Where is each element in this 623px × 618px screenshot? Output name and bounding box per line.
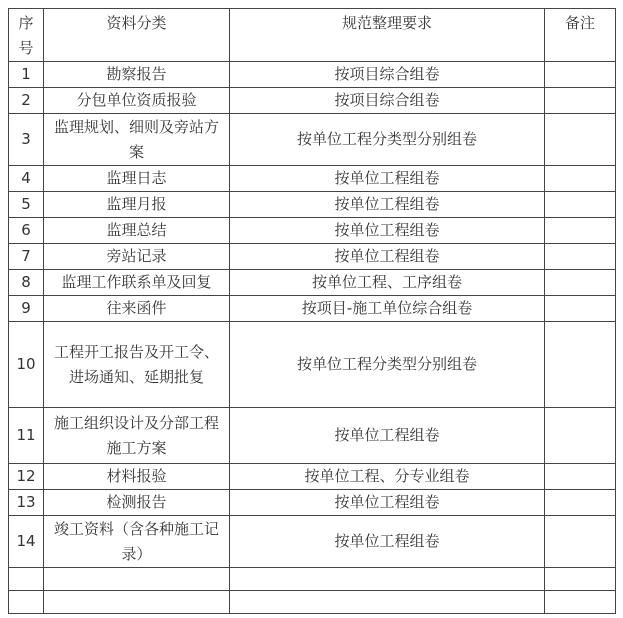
row-no: 9 <box>9 296 44 322</box>
row-remark <box>545 591 616 614</box>
row-remark <box>545 244 616 270</box>
row-no: 7 <box>9 244 44 270</box>
table-row <box>9 464 616 490</box>
row-remark <box>545 464 616 490</box>
row-no <box>9 591 44 614</box>
row-no: 8 <box>9 270 44 296</box>
row-requirement: 按项目综合组卷 <box>230 88 545 114</box>
row-name: 监理日志 <box>44 166 230 192</box>
table-row <box>9 490 616 516</box>
table-row <box>9 192 616 218</box>
header-no: 序号 <box>9 9 44 62</box>
row-remark <box>545 568 616 591</box>
table-row <box>9 166 616 192</box>
row-remark <box>545 516 616 568</box>
row-name: 旁站记录 <box>44 244 230 270</box>
row-remark <box>545 490 616 516</box>
row-requirement: 按单位工程、分专业组卷 <box>230 464 545 490</box>
row-remark <box>545 88 616 114</box>
table-row-empty <box>9 568 616 591</box>
table-row <box>9 244 616 270</box>
row-remark <box>545 408 616 464</box>
row-remark <box>545 166 616 192</box>
archive-requirements-table <box>8 8 616 614</box>
row-no: 1 <box>9 62 44 88</box>
row-no: 10 <box>9 322 44 408</box>
row-no <box>9 568 44 591</box>
table-row-empty <box>9 591 616 614</box>
row-name: 分包单位资质报验 <box>44 88 230 114</box>
table-row <box>9 296 616 322</box>
row-name <box>44 568 230 591</box>
row-name <box>44 591 230 614</box>
row-no: 6 <box>9 218 44 244</box>
row-name: 监理规划、细则及旁站方案 <box>44 114 230 166</box>
row-name: 勘察报告 <box>44 62 230 88</box>
table-row <box>9 62 616 88</box>
row-requirement: 按单位工程、工序组卷 <box>230 270 545 296</box>
row-requirement: 按单位工程组卷 <box>230 218 545 244</box>
header-remark: 备注 <box>545 9 616 62</box>
row-requirement: 按单位工程组卷 <box>230 516 545 568</box>
row-remark <box>545 270 616 296</box>
row-requirement: 按单位工程组卷 <box>230 408 545 464</box>
row-requirement <box>230 568 545 591</box>
table-row <box>9 88 616 114</box>
row-requirement: 按单位工程分类型分别组卷 <box>230 114 545 166</box>
row-remark <box>545 114 616 166</box>
row-requirement: 按单位工程组卷 <box>230 490 545 516</box>
row-name: 材料报验 <box>44 464 230 490</box>
row-name: 工程开工报告及开工令、进场通知、延期批复 <box>44 322 230 408</box>
table-row <box>9 270 616 296</box>
row-name: 监理工作联系单及回复 <box>44 270 230 296</box>
row-requirement: 按单位工程分类型分别组卷 <box>230 322 545 408</box>
row-requirement: 按项目综合组卷 <box>230 62 545 88</box>
row-no: 11 <box>9 408 44 464</box>
row-requirement: 按项目-施工单位综合组卷 <box>230 296 545 322</box>
row-requirement: 按单位工程组卷 <box>230 166 545 192</box>
table-row <box>9 322 616 408</box>
row-no: 2 <box>9 88 44 114</box>
row-name: 施工组织设计及分部工程施工方案 <box>44 408 230 464</box>
row-name: 监理总结 <box>44 218 230 244</box>
table-row <box>9 408 616 464</box>
row-no: 3 <box>9 114 44 166</box>
row-remark <box>545 192 616 218</box>
row-name: 检测报告 <box>44 490 230 516</box>
header-requirement: 规范整理要求 <box>230 9 545 62</box>
row-name: 监理月报 <box>44 192 230 218</box>
table-row <box>9 114 616 166</box>
row-name: 往来函件 <box>44 296 230 322</box>
row-requirement <box>230 591 545 614</box>
header-name: 资料分类 <box>44 9 230 62</box>
table-row <box>9 516 616 568</box>
row-no: 14 <box>9 516 44 568</box>
table-row <box>9 218 616 244</box>
row-no: 12 <box>9 464 44 490</box>
row-no: 13 <box>9 490 44 516</box>
row-requirement: 按单位工程组卷 <box>230 244 545 270</box>
table-header-row <box>9 9 616 62</box>
row-remark <box>545 62 616 88</box>
row-no: 5 <box>9 192 44 218</box>
row-no: 4 <box>9 166 44 192</box>
row-remark <box>545 322 616 408</box>
row-remark <box>545 218 616 244</box>
row-remark <box>545 296 616 322</box>
row-name: 竣工资料（含各种施工记录） <box>44 516 230 568</box>
row-requirement: 按单位工程组卷 <box>230 192 545 218</box>
